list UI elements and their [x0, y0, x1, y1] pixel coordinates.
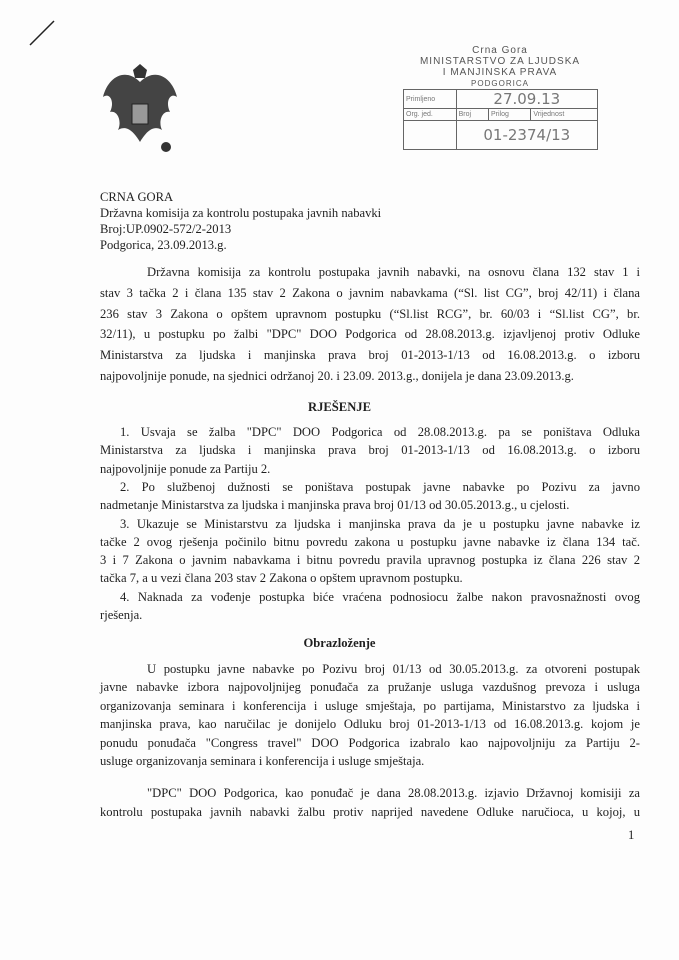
coat-of-arms-emblem: [100, 62, 180, 157]
decision-item-line: 2. Po službenoj dužnosti se poništava postupak javne nabavke po Pozivu za javno: [120, 479, 640, 494]
reasoning-line: organizovanja seminara i konferencija i usluge smještaja, po partijama, Ministarstvo za ljudska i: [100, 698, 640, 713]
stamp-received-label: Primljeno: [404, 90, 457, 109]
intro-line: najpovoljnije ponude, na sjednici održanoj 20. i 23.09. 2013.g., donijela je dana 23.09.2013.g.: [100, 369, 574, 383]
stamp-org-label: Org. jed.: [404, 109, 457, 121]
decision-title: RJEŠENJE: [308, 400, 371, 414]
reasoning-line: "DPC" DOO Podgorica, kao ponuđač je dana 28.08.2013.g. izjavio Državnoj komisiji za: [147, 786, 640, 801]
intro-line: stav 3 tačka 2 i člana 135 stav 2 Zakona o javnim nabavkama (“Sl. list CG”, broj 42/11) i člana: [100, 285, 640, 300]
corner-mark: [28, 18, 58, 48]
decision-item-line: nadmetanje Ministarstva za ljudska i manjinska prava broj 01/13 od 30.05.2013.g., u cjelosti.: [100, 498, 570, 513]
header-line: CRNA GORA: [100, 190, 174, 204]
stamp-number-label: Broj: [456, 109, 488, 121]
stamp-attachment-label: Prilog: [488, 109, 530, 121]
intro-line: 236 stav 3 Zakona o opštem upravnom postupku (“Sl.list RCG”, br. 60/03 i “Sl.list CG”, br.: [100, 306, 640, 321]
reasoning-line: U postupku javne nabavke po Pozivu broj 01/13 od 30.05.2013.g. za otvoreni postupak: [147, 662, 640, 676]
header-line: Državna komisija za kontrolu postupaka javnih nabavki: [100, 206, 382, 220]
stamp-reg-number: 01-2374/13: [456, 121, 597, 150]
decision-item-line: 4. Naknada za vođenje postupka biće vraćena podnosiocu žalbe nakon pravosnažnosti ovog: [120, 589, 640, 604]
stamp-table: [403, 89, 598, 150]
reasoning-title: Obrazloženje: [303, 636, 376, 650]
reasoning-line: manjinska prava, kao naručilac je donijelo Odluku broj 01-2013-1/13 od 16.08.2013.g. kojom je: [100, 717, 640, 732]
reasoning-line: kontrolu postupaka javnih nabavki žalbu protiv naprijed navedene Odluke naručioca, u kojoj, u: [100, 804, 640, 819]
reasoning-line: usluge organizovanja seminara i konferencija i usluge smještaja.: [100, 754, 425, 768]
reasoning-line: ponudu ponuđača "Congress travel" DOO Podgorica izabralo kao najpovoljniju za Partiju 2-: [100, 735, 640, 750]
header-line: Podgorica, 23.09.2013.g.: [100, 238, 227, 252]
stamp-line: PODGORICA: [471, 79, 529, 88]
decision-item-line: 1. Usvaja se žalba "DPC" DOO Podgorica od 28.08.2013.g. pa se poništava Odluka: [120, 425, 640, 439]
decision-item-line: najpovoljnije ponude za Partiju 2.: [100, 461, 271, 476]
header-line: Broj:UP.0902-572/2-2013: [100, 222, 232, 236]
stamp-line: I MANJINSKA PRAVA: [442, 67, 558, 78]
decision-item-line: tačke 2 ovog rješenja počinilo bitnu povredu zakona u postupku javne nabavke iz člana 134 tač.: [100, 534, 640, 549]
stamp-line: Crna Gora: [472, 45, 528, 56]
registry-stamp: [400, 45, 600, 150]
intro-line: 32/11), u postupku po žalbi "DPC" DOO Podgorica od 28.08.2013.g. izjavljenoj protiv Odluke: [100, 327, 640, 342]
intro-line: Državna komisija za kontrolu postupaka javnih nabavki, na osnovu člana 132 stav 1 i: [147, 265, 640, 279]
stamp-line: MINISTARSTVO ZA LJUDSKA: [419, 56, 581, 67]
decision-item-line: Ministarstva za ljudska i manjinska prava broj 01-2013-1/13 od 16.08.2013.g. o izboru: [100, 443, 640, 458]
reasoning-line: javne nabavke izbora najpovoljnijeg ponuđača za pružanje usluga vazdušnog prevoza i usluga: [100, 680, 640, 695]
page-number: 1: [628, 828, 635, 842]
stamp-received-date: 27.09.13: [456, 90, 597, 109]
decision-item-line: 3. Ukazuje se Ministarstvu za ljudska i manjinska prava da je u postupku javne nabavke iz: [120, 516, 640, 531]
decision-item-line: tačka 7, a u vezi člana 203 stav 2 Zakona o opštem upravnom postupku.: [100, 571, 463, 586]
decision-item-line: 3 i 7 Zakona o javnim nabavkama i bitnu povredu pravila upravnog postupka iz člana 226 stav 2: [100, 553, 640, 568]
intro-line: Ministarstva za ljudska i manjinska prava broj 01-2013-1/13 od 16.08.2013.g. o izboru: [100, 348, 640, 363]
stamp-value-label: Vrijednost: [531, 109, 598, 121]
decision-item-line: rješenja.: [100, 608, 143, 622]
